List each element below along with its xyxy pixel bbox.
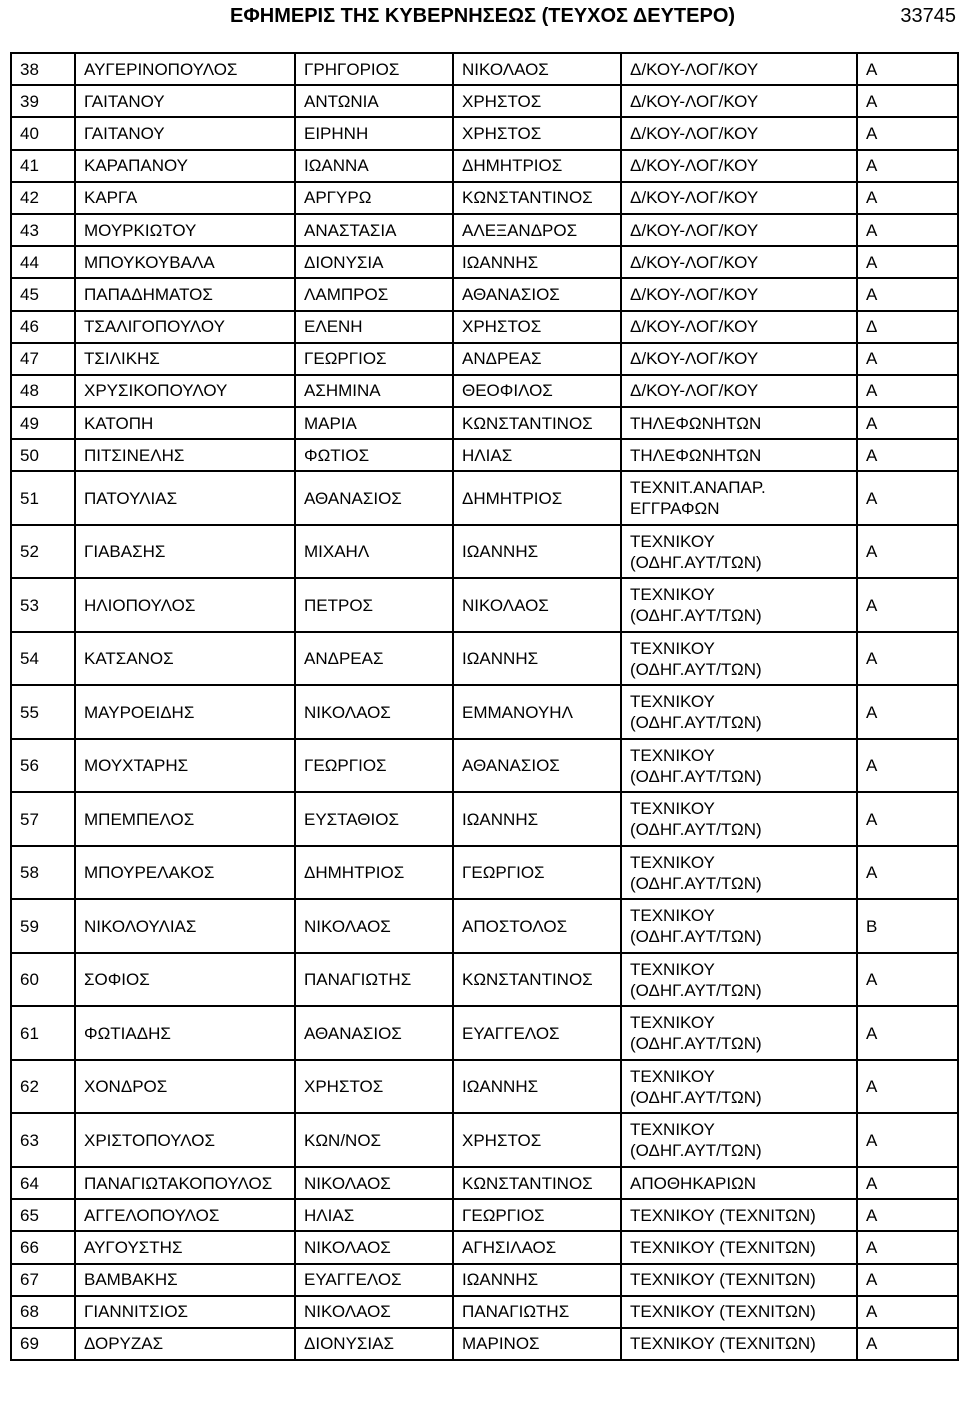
first-name-cell: ΓΕΩΡΓΙΟΣ (295, 343, 453, 375)
row-number: 39 (11, 85, 75, 117)
specialty-cell (621, 578, 857, 632)
specialty-line-1: ΤΕΧΝΙΚΟΥ (630, 852, 715, 872)
specialty-cell: Δ/ΚΟΥ-ΛΟΓ/ΚΟΥ (621, 117, 857, 149)
row-number: 50 (11, 439, 75, 471)
specialty-cell (621, 739, 857, 793)
table-row (11, 214, 958, 246)
first-name-cell: ΛΑΜΠΡΟΣ (295, 278, 453, 310)
father-name-cell: ΚΩΝΣΤΑΝΤΙΝΟΣ (453, 407, 621, 439)
father-name-cell: ΠΑΝΑΓΙΩΤΗΣ (453, 1296, 621, 1328)
grade-cell: Β (857, 899, 958, 953)
first-name-cell: ΕΥΑΓΓΕΛΟΣ (295, 1264, 453, 1296)
table-row (11, 899, 958, 953)
surname-cell: ΧΟΝΔΡΟΣ (75, 1060, 295, 1114)
father-name-cell: ΚΩΝΣΤΑΝΤΙΝΟΣ (453, 953, 621, 1007)
specialty-line-1: ΤΕΧΝΙΚΟΥ (630, 638, 715, 658)
row-number: 58 (11, 846, 75, 900)
grade-cell: Α (857, 1296, 958, 1328)
table-row (11, 1060, 958, 1114)
father-name-cell: ΕΜΜΑΝΟΥΗΛ (453, 685, 621, 739)
grade-cell: Α (857, 1328, 958, 1360)
specialty-cell: ΤΕΧΝΙΚΟΥ (ΤΕΧΝΙΤΩΝ) (621, 1199, 857, 1231)
row-number: 45 (11, 278, 75, 310)
table-row (11, 1231, 958, 1263)
first-name-cell: ΠΑΝΑΓΙΩΤΗΣ (295, 953, 453, 1007)
specialty-line-2: (ΟΔΗΓ.ΑΥΤ/ΤΩΝ) (630, 766, 762, 786)
father-name-cell: ΓΕΩΡΓΙΟΣ (453, 1199, 621, 1231)
grade-cell: Α (857, 1006, 958, 1060)
row-number: 56 (11, 739, 75, 793)
row-number: 69 (11, 1328, 75, 1360)
surname-cell: ΤΣΙΛΙΚΗΣ (75, 343, 295, 375)
row-number: 62 (11, 1060, 75, 1114)
grade-cell: Α (857, 278, 958, 310)
specialty-cell: Δ/ΚΟΥ-ΛΟΓ/ΚΟΥ (621, 214, 857, 246)
specialty-line-1: ΤΕΧΝΙΚΟΥ (630, 799, 715, 819)
specialty-line-1: ΤΕΧΝΙΚΟΥ (630, 531, 715, 551)
row-number: 43 (11, 214, 75, 246)
specialty-cell: Δ/ΚΟΥ-ΛΟΓ/ΚΟΥ (621, 85, 857, 117)
father-name-cell: ΕΥΑΓΓΕΛΟΣ (453, 1006, 621, 1060)
row-number: 46 (11, 311, 75, 343)
specialty-cell (621, 953, 857, 1007)
table-row (11, 182, 958, 214)
specialty-line-2: (ΟΔΗΓ.ΑΥΤ/ΤΩΝ) (630, 980, 762, 1000)
surname-cell: ΣΟΦΙΟΣ (75, 953, 295, 1007)
table-row (11, 525, 958, 579)
grade-cell: Α (857, 407, 958, 439)
surname-cell: ΠΙΤΣΙΝΕΛΗΣ (75, 439, 295, 471)
surname-cell: ΓΙΑΒΑΣΗΣ (75, 525, 295, 579)
table-row (11, 85, 958, 117)
specialty-line-1: ΤΕΧΝΙΚΟΥ (630, 959, 715, 979)
row-number: 60 (11, 953, 75, 1007)
first-name-cell: ΑΘΑΝΑΣΙΟΣ (295, 1006, 453, 1060)
father-name-cell: ΚΩΝΣΤΑΝΤΙΝΟΣ (453, 1167, 621, 1199)
surname-cell: ΒΑΜΒΑΚΗΣ (75, 1264, 295, 1296)
table-row (11, 278, 958, 310)
first-name-cell: ΧΡΗΣΤΟΣ (295, 1060, 453, 1114)
first-name-cell: ΔΙΟΝΥΣΙΑ (295, 246, 453, 278)
table-row (11, 739, 958, 793)
table-row (11, 578, 958, 632)
specialty-cell: Δ/ΚΟΥ-ΛΟΓ/ΚΟΥ (621, 53, 857, 85)
specialty-cell: Δ/ΚΟΥ-ΛΟΓ/ΚΟΥ (621, 182, 857, 214)
specialty-line-2: (ΟΔΗΓ.ΑΥΤ/ΤΩΝ) (630, 606, 762, 626)
first-name-cell: ΝΙΚΟΛΑΟΣ (295, 685, 453, 739)
surname-cell: ΝΙΚΟΛΟΥΛΙΑΣ (75, 899, 295, 953)
father-name-cell: ΙΩΑΝΝΗΣ (453, 792, 621, 846)
specialty-line-2: (ΟΔΗΓ.ΑΥΤ/ΤΩΝ) (630, 1034, 762, 1054)
row-number: 59 (11, 899, 75, 953)
table-row (11, 150, 958, 182)
father-name-cell: ΑΘΑΝΑΣΙΟΣ (453, 739, 621, 793)
table-row (11, 375, 958, 407)
surname-cell: ΤΣΑΛΙΓΟΠΟΥΛΟΥ (75, 311, 295, 343)
surname-cell: ΑΥΓΟΥΣΤΗΣ (75, 1231, 295, 1263)
specialty-cell: ΤΕΧΝΙΚΟΥ (ΤΕΧΝΙΤΩΝ) (621, 1264, 857, 1296)
father-name-cell: ΑΓΗΣΙΛΑΟΣ (453, 1231, 621, 1263)
specialty-cell (621, 1113, 857, 1167)
father-name-cell: ΙΩΑΝΝΗΣ (453, 632, 621, 686)
first-name-cell: ΚΩΝ/ΝΟΣ (295, 1113, 453, 1167)
surname-cell: ΜΠΟΥΡΕΛΑΚΟΣ (75, 846, 295, 900)
page-header (0, 0, 960, 44)
first-name-cell: ΑΘΑΝΑΣΙΟΣ (295, 471, 453, 525)
specialty-line-1: ΤΕΧΝΙΚΟΥ (630, 906, 715, 926)
grade-cell: Α (857, 685, 958, 739)
grade-cell: Α (857, 53, 958, 85)
table-row (11, 846, 958, 900)
specialty-cell (621, 846, 857, 900)
specialty-cell: ΤΕΧΝΙΚΟΥ (ΤΕΧΝΙΤΩΝ) (621, 1231, 857, 1263)
father-name-cell: ΗΛΙΑΣ (453, 439, 621, 471)
specialty-line-1: ΤΕΧΝΙΚΟΥ (630, 745, 715, 765)
table-row (11, 407, 958, 439)
specialty-cell: Δ/ΚΟΥ-ΛΟΓ/ΚΟΥ (621, 343, 857, 375)
table-row (11, 1167, 958, 1199)
row-number: 64 (11, 1167, 75, 1199)
specialty-line-2: (ΟΔΗΓ.ΑΥΤ/ΤΩΝ) (630, 1087, 762, 1107)
table-row (11, 953, 958, 1007)
specialty-cell: ΤΕΧΝΙΚΟΥ (ΤΕΧΝΙΤΩΝ) (621, 1296, 857, 1328)
surname-cell: ΜΑΥΡΟΕΙΔΗΣ (75, 685, 295, 739)
grade-cell: Α (857, 1113, 958, 1167)
surname-cell: ΜΠΕΜΠΕΛΟΣ (75, 792, 295, 846)
grade-cell: Α (857, 439, 958, 471)
father-name-cell: ΑΘΑΝΑΣΙΟΣ (453, 278, 621, 310)
grade-cell: Α (857, 117, 958, 149)
table-row (11, 1328, 958, 1360)
surname-cell: ΠΑΝΑΓΙΩΤΑΚΟΠΟΥΛΟΣ (75, 1167, 295, 1199)
specialty-cell: Δ/ΚΟΥ-ΛΟΓ/ΚΟΥ (621, 278, 857, 310)
page-number: 33745 (900, 5, 956, 27)
row-number: 63 (11, 1113, 75, 1167)
row-number: 54 (11, 632, 75, 686)
surname-cell: ΓΙΑΝΝΙΤΣΙΟΣ (75, 1296, 295, 1328)
father-name-cell: ΓΕΩΡΓΙΟΣ (453, 846, 621, 900)
first-name-cell: ΓΡΗΓΟΡΙΟΣ (295, 53, 453, 85)
specialty-line-2: (ΟΔΗΓ.ΑΥΤ/ΤΩΝ) (630, 1141, 762, 1161)
surname-cell: ΑΥΓΕΡΙΝΟΠΟΥΛΟΣ (75, 53, 295, 85)
specialty-cell (621, 525, 857, 579)
father-name-cell: ΧΡΗΣΤΟΣ (453, 85, 621, 117)
specialty-line-1: ΤΕΧΝΙΚΟΥ (630, 1066, 715, 1086)
table-row (11, 343, 958, 375)
row-number: 51 (11, 471, 75, 525)
specialty-cell (621, 632, 857, 686)
father-name-cell: ΑΝΔΡΕΑΣ (453, 343, 621, 375)
specialty-line-2: (ΟΔΗΓ.ΑΥΤ/ΤΩΝ) (630, 552, 762, 572)
row-number: 66 (11, 1231, 75, 1263)
specialty-line-1: ΤΕΧΝΙΚΟΥ (630, 1120, 715, 1140)
grade-cell: Α (857, 578, 958, 632)
table-row (11, 53, 958, 85)
grade-cell: Α (857, 85, 958, 117)
father-name-cell: ΙΩΑΝΝΗΣ (453, 525, 621, 579)
father-name-cell: ΙΩΑΝΝΗΣ (453, 1060, 621, 1114)
table-row (11, 792, 958, 846)
specialty-line-2: (ΟΔΗΓ.ΑΥΤ/ΤΩΝ) (630, 713, 762, 733)
grade-cell: Α (857, 182, 958, 214)
father-name-cell: ΚΩΝΣΤΑΝΤΙΝΟΣ (453, 182, 621, 214)
grade-cell: Α (857, 214, 958, 246)
row-number: 52 (11, 525, 75, 579)
grade-cell: Α (857, 792, 958, 846)
grade-cell: Α (857, 739, 958, 793)
first-name-cell: ΑΣΗΜΙΝΑ (295, 375, 453, 407)
table-row (11, 685, 958, 739)
grade-cell: Α (857, 1231, 958, 1263)
surname-cell: ΚΑΤΟΠΗ (75, 407, 295, 439)
row-number: 67 (11, 1264, 75, 1296)
specialty-cell: ΑΠΟΘΗΚΑΡΙΩΝ (621, 1167, 857, 1199)
surname-cell: ΜΟΥΧΤΑΡΗΣ (75, 739, 295, 793)
first-name-cell: ΑΝΤΩΝΙΑ (295, 85, 453, 117)
first-name-cell: ΝΙΚΟΛΑΟΣ (295, 1296, 453, 1328)
specialty-cell (621, 685, 857, 739)
grade-cell: Α (857, 525, 958, 579)
surname-cell: ΑΓΓΕΛΟΠΟΥΛΟΣ (75, 1199, 295, 1231)
surname-cell: ΦΩΤΙΑΔΗΣ (75, 1006, 295, 1060)
grade-cell: Α (857, 846, 958, 900)
father-name-cell: ΜΑΡΙΝΟΣ (453, 1328, 621, 1360)
first-name-cell: ΙΩΑΝΝΑ (295, 150, 453, 182)
father-name-cell: ΑΛΕΞΑΝΔΡΟΣ (453, 214, 621, 246)
first-name-cell: ΠΕΤΡΟΣ (295, 578, 453, 632)
father-name-cell: ΝΙΚΟΛΑΟΣ (453, 53, 621, 85)
row-number: 40 (11, 117, 75, 149)
surname-cell: ΠΑΤΟΥΛΙΑΣ (75, 471, 295, 525)
specialty-cell: ΤΕΧΝΙΚΟΥ (ΤΕΧΝΙΤΩΝ) (621, 1328, 857, 1360)
row-number: 53 (11, 578, 75, 632)
first-name-cell: ΜΑΡΙΑ (295, 407, 453, 439)
grade-cell: Α (857, 246, 958, 278)
first-name-cell: ΗΛΙΑΣ (295, 1199, 453, 1231)
specialty-cell: Δ/ΚΟΥ-ΛΟΓ/ΚΟΥ (621, 311, 857, 343)
father-name-cell: ΧΡΗΣΤΟΣ (453, 311, 621, 343)
row-number: 65 (11, 1199, 75, 1231)
first-name-cell: ΝΙΚΟΛΑΟΣ (295, 1231, 453, 1263)
specialty-cell: Δ/ΚΟΥ-ΛΟΓ/ΚΟΥ (621, 150, 857, 182)
surname-cell: ΧΡΙΣΤΟΠΟΥΛΟΣ (75, 1113, 295, 1167)
row-number: 49 (11, 407, 75, 439)
table-row (11, 471, 958, 525)
specialty-line-2: (ΟΔΗΓ.ΑΥΤ/ΤΩΝ) (630, 820, 762, 840)
first-name-cell: ΑΝΑΣΤΑΣΙΑ (295, 214, 453, 246)
row-number: 47 (11, 343, 75, 375)
table-row (11, 1113, 958, 1167)
surname-cell: ΗΛΙΟΠΟΥΛΟΣ (75, 578, 295, 632)
father-name-cell: ΘΕΟΦΙΛΟΣ (453, 375, 621, 407)
row-number: 61 (11, 1006, 75, 1060)
specialty-cell: Δ/ΚΟΥ-ΛΟΓ/ΚΟΥ (621, 375, 857, 407)
grade-cell: Α (857, 1060, 958, 1114)
father-name-cell: ΧΡΗΣΤΟΣ (453, 1113, 621, 1167)
first-name-cell: ΜΙΧΑΗΛ (295, 525, 453, 579)
specialty-line-1: ΤΕΧΝΙΚΟΥ (630, 692, 715, 712)
first-name-cell: ΦΩΤΙΟΣ (295, 439, 453, 471)
surname-cell: ΜΟΥΡΚΙΩΤΟΥ (75, 214, 295, 246)
row-number: 55 (11, 685, 75, 739)
surname-cell: ΓΑΙΤΑΝΟΥ (75, 85, 295, 117)
table-row (11, 632, 958, 686)
specialty-cell: Δ/ΚΟΥ-ΛΟΓ/ΚΟΥ (621, 246, 857, 278)
specialty-cell (621, 1060, 857, 1114)
specialty-cell (621, 899, 857, 953)
row-number: 41 (11, 150, 75, 182)
surname-cell: ΚΑΡΑΠΑΝΟΥ (75, 150, 295, 182)
grade-cell: Α (857, 375, 958, 407)
grade-cell: Α (857, 1199, 958, 1231)
father-name-cell: ΑΠΟΣΤΟΛΟΣ (453, 899, 621, 953)
row-number: 44 (11, 246, 75, 278)
row-number: 42 (11, 182, 75, 214)
specialty-cell (621, 471, 857, 525)
first-name-cell: ΕΙΡΗΝΗ (295, 117, 453, 149)
table-row (11, 1006, 958, 1060)
first-name-cell: ΑΝΔΡΕΑΣ (295, 632, 453, 686)
table-row (11, 117, 958, 149)
gazette-title: ΕΦΗΜΕΡΙΣ ΤΗΣ ΚΥΒΕΡΝΗΣΕΩΣ (ΤΕΥΧΟΣ ΔΕΥΤΕΡΟ) (230, 5, 736, 27)
grade-cell: Α (857, 1264, 958, 1296)
grade-cell: Α (857, 953, 958, 1007)
first-name-cell: ΝΙΚΟΛΑΟΣ (295, 1167, 453, 1199)
table-row (11, 1199, 958, 1231)
grade-cell: Δ (857, 311, 958, 343)
surname-cell: ΠΑΠΑΔΗΜΑΤΟΣ (75, 278, 295, 310)
row-number: 38 (11, 53, 75, 85)
first-name-cell: ΔΙΟΝΥΣΙΑΣ (295, 1328, 453, 1360)
grade-cell: Α (857, 632, 958, 686)
surname-cell: ΚΑΡΓΑ (75, 182, 295, 214)
table-row (11, 246, 958, 278)
first-name-cell: ΓΕΩΡΓΙΟΣ (295, 739, 453, 793)
surname-cell: ΚΑΤΣΑΝΟΣ (75, 632, 295, 686)
specialty-cell: ΤΗΛΕΦΩΝΗΤΩΝ (621, 407, 857, 439)
first-name-cell: ΑΡΓΥΡΩ (295, 182, 453, 214)
specialty-line-2: ΕΓΓΡΑΦΩΝ (630, 499, 720, 519)
surname-cell: ΜΠΟΥΚΟΥΒΑΛΑ (75, 246, 295, 278)
first-name-cell: ΔΗΜΗΤΡΙΟΣ (295, 846, 453, 900)
first-name-cell: ΕΥΣΤΑΘΙΟΣ (295, 792, 453, 846)
row-number: 57 (11, 792, 75, 846)
surname-cell: ΓΑΙΤΑΝΟΥ (75, 117, 295, 149)
specialty-cell: ΤΗΛΕΦΩΝΗΤΩΝ (621, 439, 857, 471)
father-name-cell: ΔΗΜΗΤΡΙΟΣ (453, 150, 621, 182)
row-number: 48 (11, 375, 75, 407)
first-name-cell: ΝΙΚΟΛΑΟΣ (295, 899, 453, 953)
father-name-cell: ΝΙΚΟΛΑΟΣ (453, 578, 621, 632)
father-name-cell: ΙΩΑΝΝΗΣ (453, 246, 621, 278)
grade-cell: Α (857, 150, 958, 182)
roster-table (10, 52, 959, 1361)
specialty-cell (621, 792, 857, 846)
father-name-cell: ΙΩΑΝΝΗΣ (453, 1264, 621, 1296)
specialty-line-1: ΤΕΧΝΙΤ.ΑΝΑΠΑΡ. (630, 478, 766, 498)
grade-cell: Α (857, 471, 958, 525)
grade-cell: Α (857, 343, 958, 375)
specialty-line-2: (ΟΔΗΓ.ΑΥΤ/ΤΩΝ) (630, 873, 762, 893)
specialty-line-1: ΤΕΧΝΙΚΟΥ (630, 585, 715, 605)
surname-cell: ΔΟΡΥΖΑΣ (75, 1328, 295, 1360)
specialty-line-2: (ΟΔΗΓ.ΑΥΤ/ΤΩΝ) (630, 927, 762, 947)
row-number: 68 (11, 1296, 75, 1328)
table-row (11, 439, 958, 471)
roster-body (11, 53, 958, 1360)
specialty-line-1: ΤΕΧΝΙΚΟΥ (630, 1013, 715, 1033)
surname-cell: ΧΡΥΣΙΚΟΠΟΥΛΟΥ (75, 375, 295, 407)
grade-cell: Α (857, 1167, 958, 1199)
first-name-cell: ΕΛΕΝΗ (295, 311, 453, 343)
father-name-cell: ΧΡΗΣΤΟΣ (453, 117, 621, 149)
specialty-line-2: (ΟΔΗΓ.ΑΥΤ/ΤΩΝ) (630, 659, 762, 679)
specialty-cell (621, 1006, 857, 1060)
table-row (11, 311, 958, 343)
table-row (11, 1264, 958, 1296)
table-row (11, 1296, 958, 1328)
father-name-cell: ΔΗΜΗΤΡΙΟΣ (453, 471, 621, 525)
